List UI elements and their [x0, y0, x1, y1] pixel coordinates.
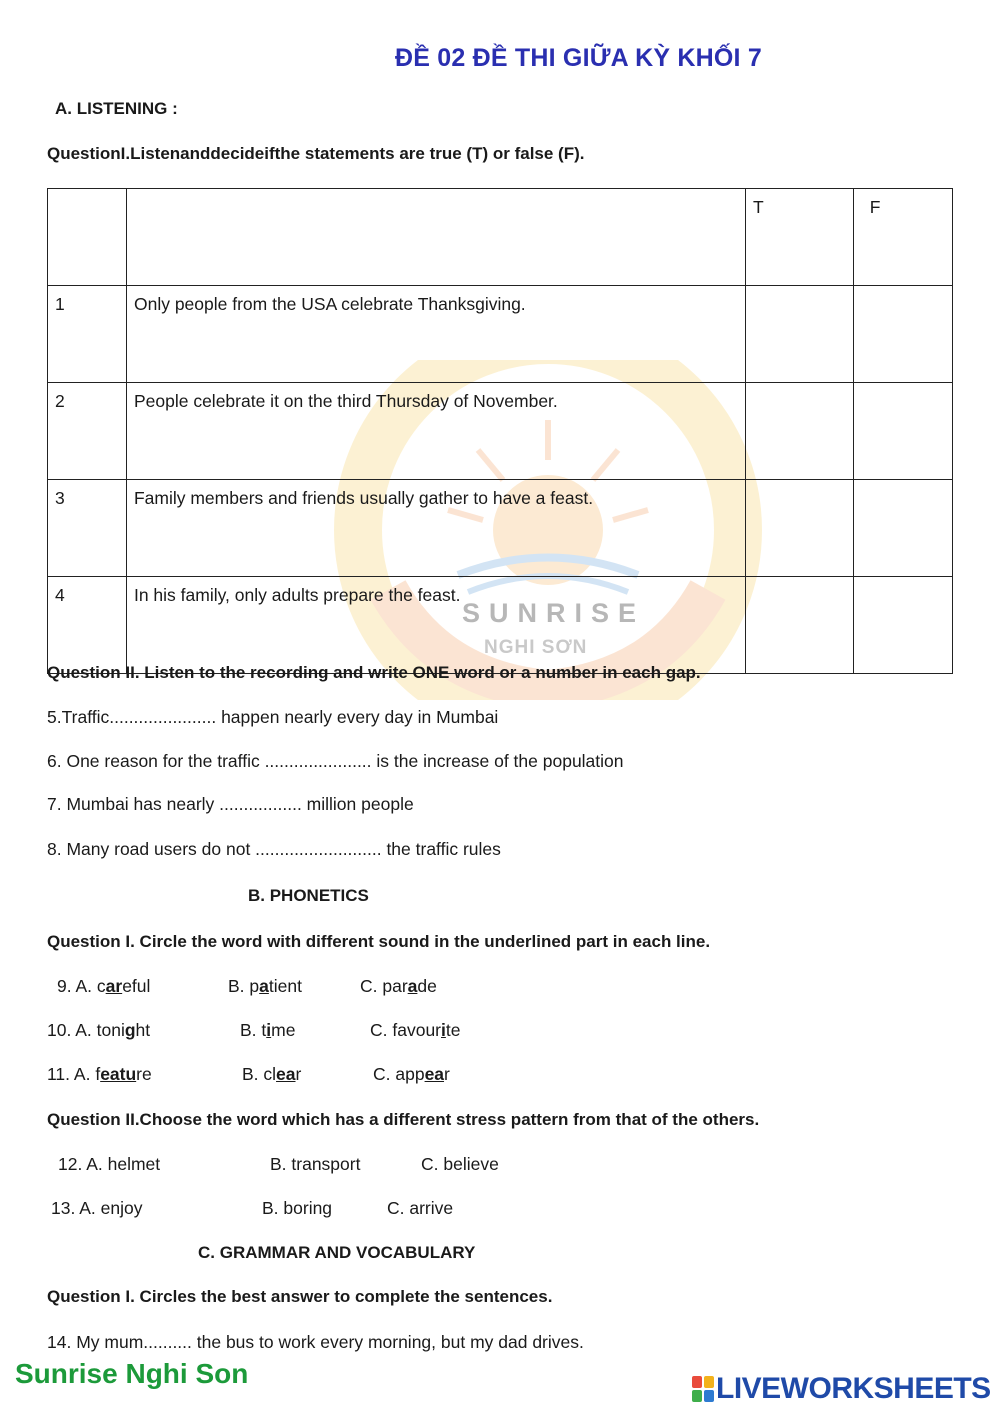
row-statement: Only people from the USA celebrate Thanksgiving.: [126, 286, 745, 383]
false-answer-cell[interactable]: [853, 286, 952, 383]
gap-question-5: 5.Traffic...................... happen nearly every day in Mumbai: [47, 707, 499, 727]
table-row: [48, 480, 953, 577]
sunrise-brand-label: Sunrise Nghi Son: [15, 1358, 249, 1389]
logo-square-blue: [704, 1390, 714, 1402]
listening-question-2-instruction: Question II. Listen to the recording and write ONE word or a number in each gap.: [47, 663, 701, 682]
row-number: 3: [48, 480, 127, 577]
liveworksheets-wordmark: LIVEWORKSHEETS: [716, 1372, 991, 1405]
section-phonetics-heading: B. PHONETICS: [248, 886, 369, 905]
question-11-option-b[interactable]: B. clear: [242, 1064, 302, 1084]
section-listening-heading: A. LISTENING :: [55, 99, 178, 118]
liveworksheets-icon: [692, 1376, 714, 1402]
question-14: 14. My mum.......... the bus to work every morning, but my dad drives.: [47, 1332, 584, 1352]
question-9-option-c[interactable]: C. parade: [360, 976, 437, 996]
header-statement-cell: [126, 189, 745, 286]
gap-question-6: 6. One reason for the traffic ...................... is the increase of the population: [47, 751, 624, 771]
row-number: 4: [48, 577, 127, 674]
question-12-option-a[interactable]: 12. A. helmet: [58, 1154, 161, 1174]
true-false-table: [47, 188, 953, 674]
question-13-option-a[interactable]: 13. A. enjoy: [51, 1198, 143, 1218]
header-true-cell: T: [745, 189, 853, 286]
true-answer-cell[interactable]: [745, 383, 853, 480]
row-statement: People celebrate it on the third Thursday of November.: [126, 383, 745, 480]
row-statement: Family members and friends usually gather to have a feast.: [126, 480, 745, 577]
true-answer-cell[interactable]: [745, 577, 853, 674]
question-9-option-a[interactable]: 9. A. careful: [57, 976, 151, 996]
watermark-brand: SUNRISE: [462, 598, 646, 628]
question-11-option-a[interactable]: 11. A. feature: [47, 1064, 152, 1084]
true-answer-cell[interactable]: [745, 480, 853, 577]
logo-square-green: [692, 1390, 702, 1402]
gap-question-7: 7. Mumbai has nearly ................. million people: [47, 794, 414, 814]
page-title: ĐỀ 02 ĐỀ THI GIỮA KỲ KHỐI 7: [395, 44, 762, 72]
false-answer-cell[interactable]: [853, 383, 952, 480]
phonetics-question-1-instruction: Question I. Circle the word with different sound in the underlined part in each line.: [47, 932, 711, 951]
question-9-option-b[interactable]: B. patient: [228, 976, 302, 996]
grammar-question-1-instruction: Question I. Circles the best answer to complete the sentences.: [47, 1287, 553, 1306]
gap-question-8: 8. Many road users do not .......................... the traffic rules: [47, 839, 501, 859]
question-10-option-a[interactable]: 10. A. tonight: [47, 1020, 151, 1040]
question-12-option-b[interactable]: B. transport: [270, 1154, 361, 1174]
question-11-option-c[interactable]: C. appear: [373, 1064, 450, 1084]
table-row: [48, 577, 953, 674]
false-answer-cell[interactable]: [853, 480, 952, 577]
question-13-option-c[interactable]: C. arrive: [387, 1198, 454, 1218]
liveworksheets-logo[interactable]: [692, 1372, 991, 1406]
logo-square-yellow: [704, 1376, 714, 1388]
table-header-row: [48, 189, 953, 286]
header-num-cell: [48, 189, 127, 286]
watermark-place: NGHI SƠN: [484, 637, 588, 658]
row-number: 1: [48, 286, 127, 383]
table-row: [48, 383, 953, 480]
question-10-option-c[interactable]: C. favourite: [370, 1020, 461, 1040]
table-row: [48, 286, 953, 383]
false-answer-cell[interactable]: [853, 577, 952, 674]
question-12-option-c[interactable]: C. believe: [421, 1154, 499, 1174]
section-grammar-heading: C. GRAMMAR AND VOCABULARY: [198, 1243, 476, 1262]
row-number: 2: [48, 383, 127, 480]
question-10-option-b[interactable]: B. time: [240, 1020, 296, 1040]
listening-question-1-instruction: QuestionI.Listenanddecideifthe statements are true (T) or false (F).: [47, 144, 585, 163]
question-13-option-b[interactable]: B. boring: [262, 1198, 333, 1218]
row-statement: In his family, only adults prepare the feast.: [126, 577, 745, 674]
true-answer-cell[interactable]: [745, 286, 853, 383]
header-false-cell: F: [853, 189, 952, 286]
logo-square-red: [692, 1376, 702, 1388]
phonetics-question-2-instruction: Question II.Choose the word which has a different stress pattern from that of the others.: [47, 1110, 760, 1129]
